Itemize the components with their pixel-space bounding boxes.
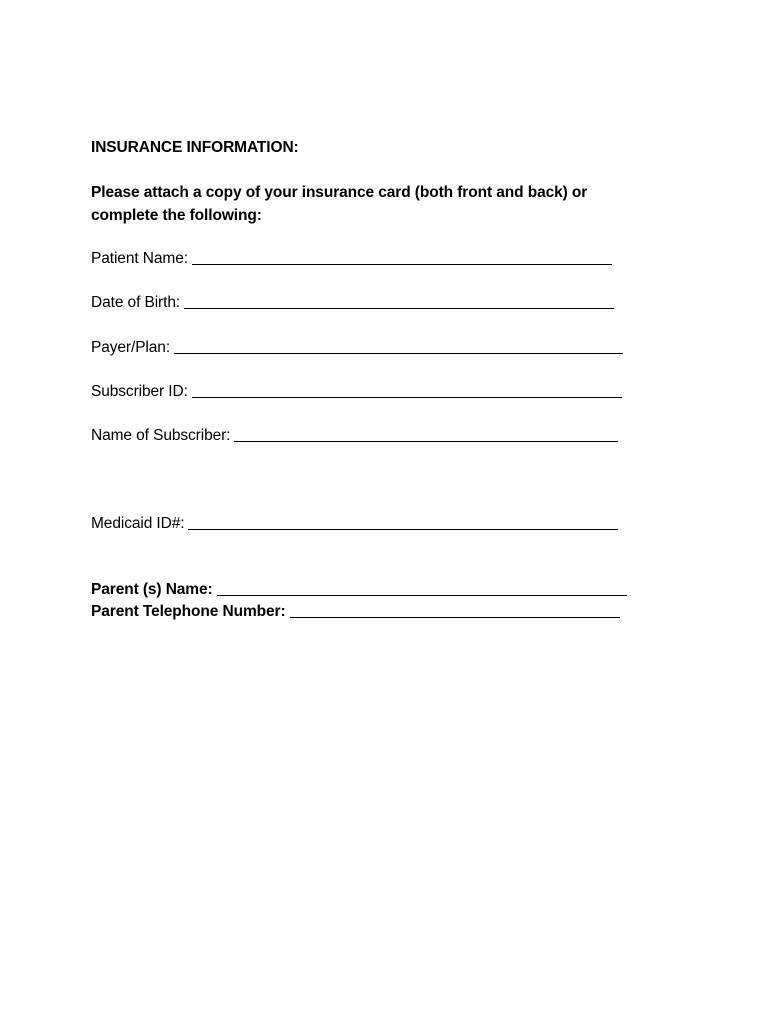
medicaid-id-field: [91, 515, 618, 533]
parent-name-field: [91, 581, 627, 599]
subscriber-id-input[interactable]: [192, 396, 622, 398]
subscriber-id-field: [91, 383, 622, 401]
patient-name-input[interactable]: [192, 263, 612, 265]
instruction-line-2: complete the following:: [91, 207, 262, 224]
parent-telephone-label: Parent Telephone Number:: [91, 603, 286, 620]
patient-name-label: Patient Name:: [91, 250, 188, 267]
name-of-subscriber-input[interactable]: [234, 440, 618, 442]
instruction-line-1: Please attach a copy of your insurance card (both front and back) or: [91, 184, 588, 201]
name-of-subscriber-label: Name of Subscriber:: [91, 427, 231, 444]
patient-name-field: [91, 250, 612, 268]
name-of-subscriber-field: [91, 427, 618, 445]
parent-name-input[interactable]: [217, 594, 627, 596]
form-instructions: [91, 181, 587, 227]
parent-telephone-field: [91, 603, 620, 621]
date-of-birth-field: [91, 294, 614, 312]
form-heading: INSURANCE INFORMATION:: [91, 139, 299, 156]
payer-plan-label: Payer/Plan:: [91, 339, 171, 356]
medicaid-id-input[interactable]: [188, 528, 618, 530]
parent-name-label: Parent (s) Name:: [91, 581, 213, 598]
date-of-birth-input[interactable]: [184, 307, 614, 309]
date-of-birth-label: Date of Birth:: [91, 294, 181, 311]
subscriber-id-label: Subscriber ID:: [91, 383, 188, 400]
payer-plan-input[interactable]: [174, 352, 623, 354]
parent-telephone-input[interactable]: [290, 616, 620, 618]
payer-plan-field: [91, 339, 623, 357]
medicaid-id-label: Medicaid ID#:: [91, 515, 185, 532]
